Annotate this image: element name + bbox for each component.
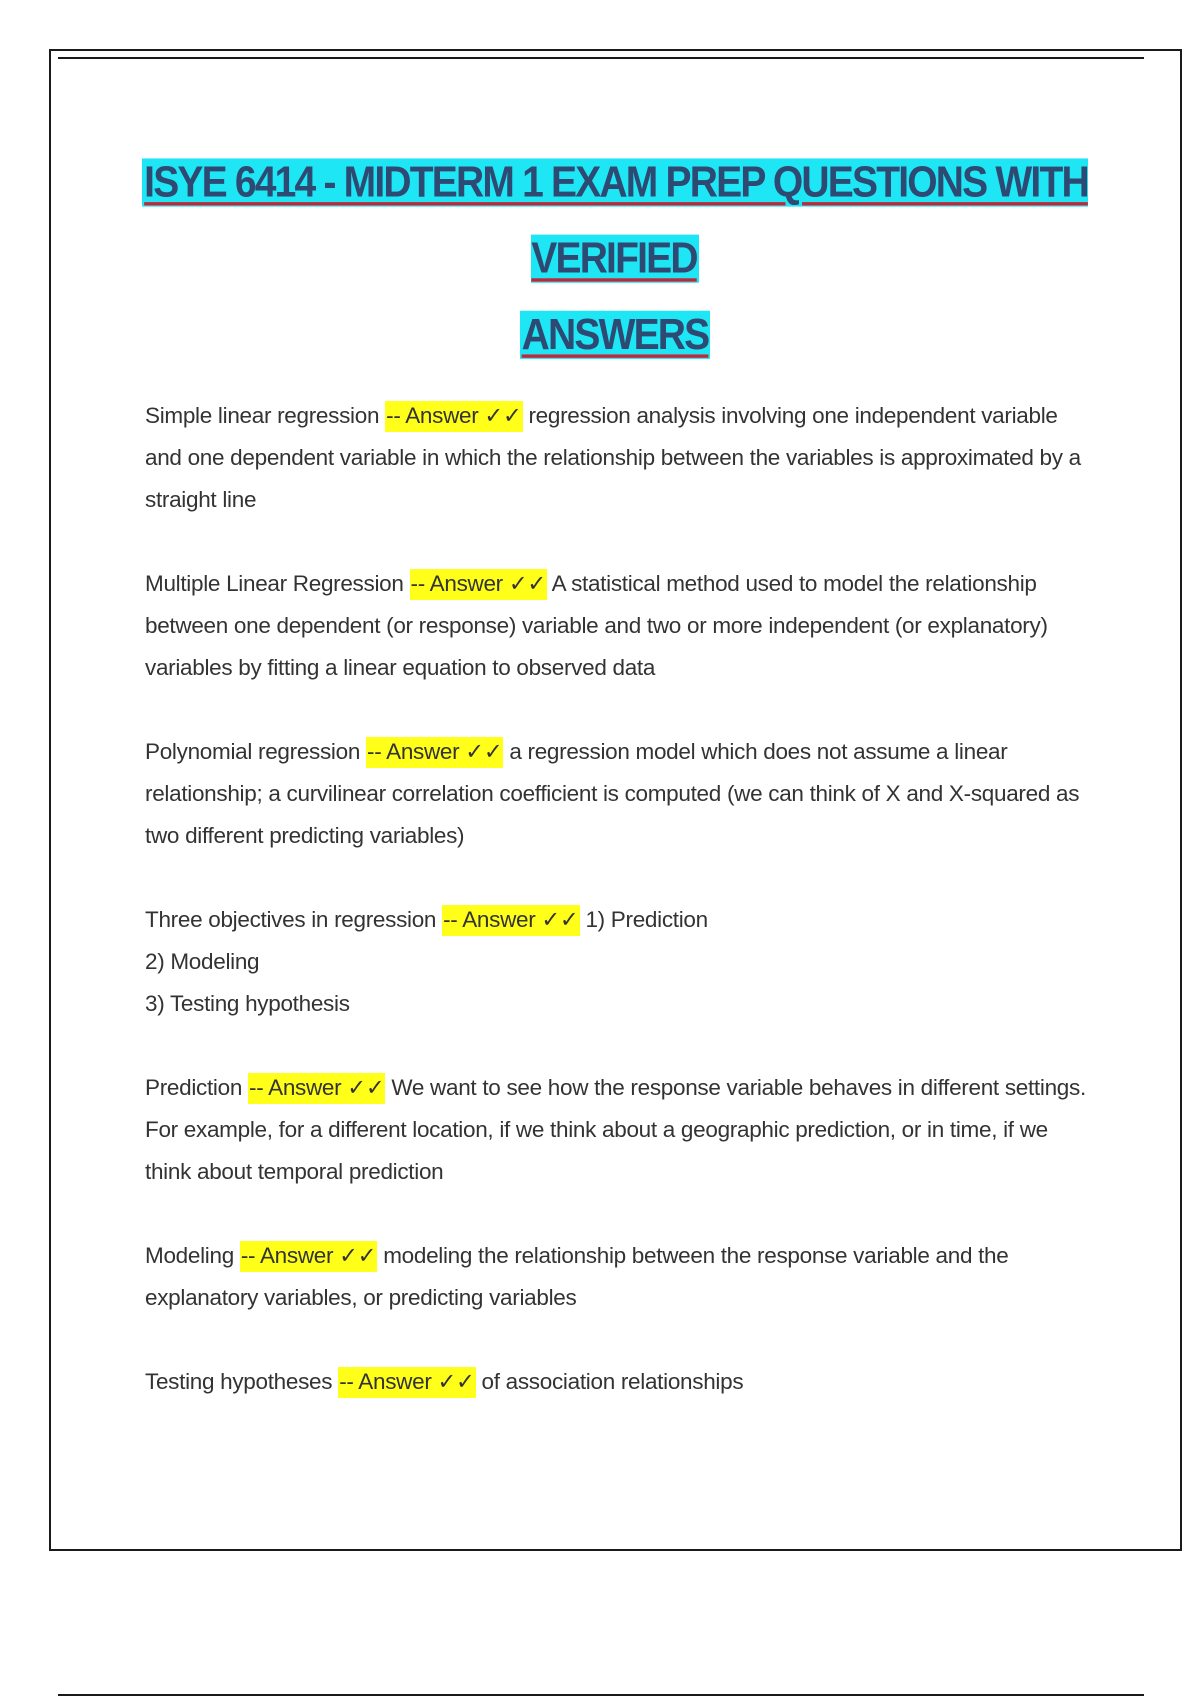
qa-item-testing-hypotheses	[145, 1361, 1090, 1403]
qa-item-modeling	[145, 1235, 1090, 1319]
qa-term: Modeling	[145, 1243, 240, 1268]
qa-extra-line: 3) Testing hypothesis	[145, 991, 350, 1016]
qa-text	[145, 563, 1090, 689]
qa-definition: regression analysis involving one independent variable and one dependent variable in which the relationship between the variables is approximated by a straight line	[145, 403, 1081, 512]
qa-item-multiple-linear-regression	[145, 563, 1090, 689]
answer-marker: -- Answer ✓✓	[366, 737, 503, 768]
qa-text	[145, 395, 1090, 521]
qa-text	[145, 1067, 1090, 1193]
qa-term: Three objectives in regression	[145, 907, 443, 932]
qa-item-prediction	[145, 1067, 1090, 1193]
title-line-1: ISYE 6414 - MIDTERM 1 EXAM PREP QUESTIONS WITH VERIFIED	[144, 158, 1088, 283]
answer-marker: -- Answer ✓✓	[442, 905, 579, 936]
qa-item-polynomial-regression	[145, 731, 1090, 857]
qa-definition: A statistical method used to model the relationship between one dependent (or response) variable and two or more independent (or explanatory) variables by fitting a linear equation to observed data	[145, 571, 1048, 680]
answer-marker: -- Answer ✓✓	[338, 1367, 475, 1398]
qa-term: Prediction	[145, 1075, 249, 1100]
answer-marker: -- Answer ✓✓	[248, 1073, 385, 1104]
qa-term: Multiple Linear Regression	[145, 571, 410, 596]
qa-list	[145, 395, 1090, 1445]
title-line-2: ANSWERS	[521, 310, 709, 359]
qa-definition: We want to see how the response variable behaves in different settings. For example, for a different location, if we think about a geographic prediction, or in time, if we think about temporal prediction	[145, 1075, 1086, 1184]
qa-definition: 1) Prediction	[579, 907, 708, 932]
qa-term: Polynomial regression	[145, 739, 367, 764]
footer-rule	[58, 1694, 1144, 1696]
qa-definition: a regression model which does not assume a linear relationship; a curvilinear correlation coefficient is computed (we can think of X and X-squared as two different predicting variables)	[145, 739, 1080, 848]
answer-marker: -- Answer ✓✓	[410, 569, 547, 600]
qa-item-three-objectives	[145, 899, 1090, 1025]
header-rule	[58, 57, 1144, 59]
qa-text	[145, 1235, 1090, 1319]
qa-extra-line: 2) Modeling	[145, 949, 260, 974]
answer-marker: -- Answer ✓✓	[240, 1241, 377, 1272]
qa-text	[145, 731, 1090, 857]
qa-term: Simple linear regression	[145, 403, 386, 428]
qa-text	[145, 899, 1090, 941]
qa-definition: of association relationships	[475, 1369, 744, 1394]
document-title	[100, 145, 1130, 373]
qa-text	[145, 1361, 1090, 1403]
qa-definition: modeling the relationship between the response variable and the explanatory variables, or predicting variables	[145, 1243, 1009, 1310]
answer-marker: -- Answer ✓✓	[385, 401, 522, 432]
qa-item-simple-linear-regression	[145, 395, 1090, 521]
qa-term: Testing hypotheses	[145, 1369, 339, 1394]
